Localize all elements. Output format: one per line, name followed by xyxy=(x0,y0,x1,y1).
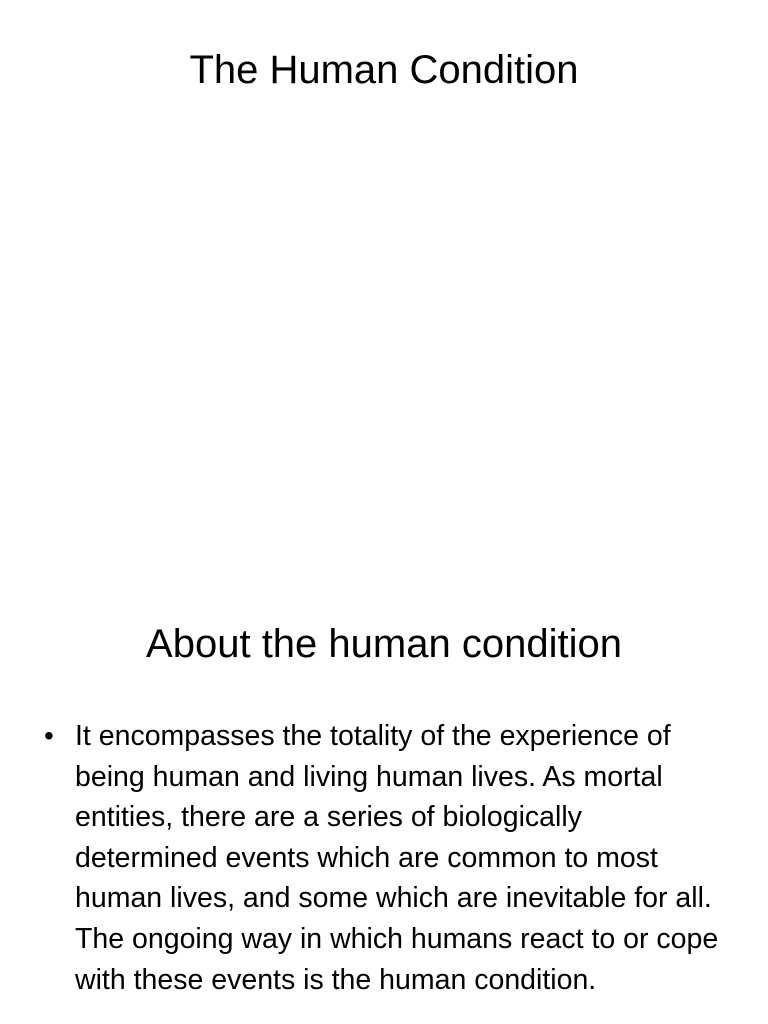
bullet-icon: • xyxy=(44,720,54,751)
slide-title: The Human Condition xyxy=(189,48,579,92)
bullet-text: It encompasses the totality of the experience of being human and living human lives. As mortal entities, there are a series of biologically determined events which are common to most human lives, and some which are inevitable for all. The ongoing way in which humans react to or cope with these events is the human condition. xyxy=(75,720,719,996)
slide-heading: About the human condition xyxy=(146,622,622,666)
bullet-list xyxy=(0,716,768,1000)
bullet-item xyxy=(0,716,768,1000)
content-slide xyxy=(0,576,768,1024)
